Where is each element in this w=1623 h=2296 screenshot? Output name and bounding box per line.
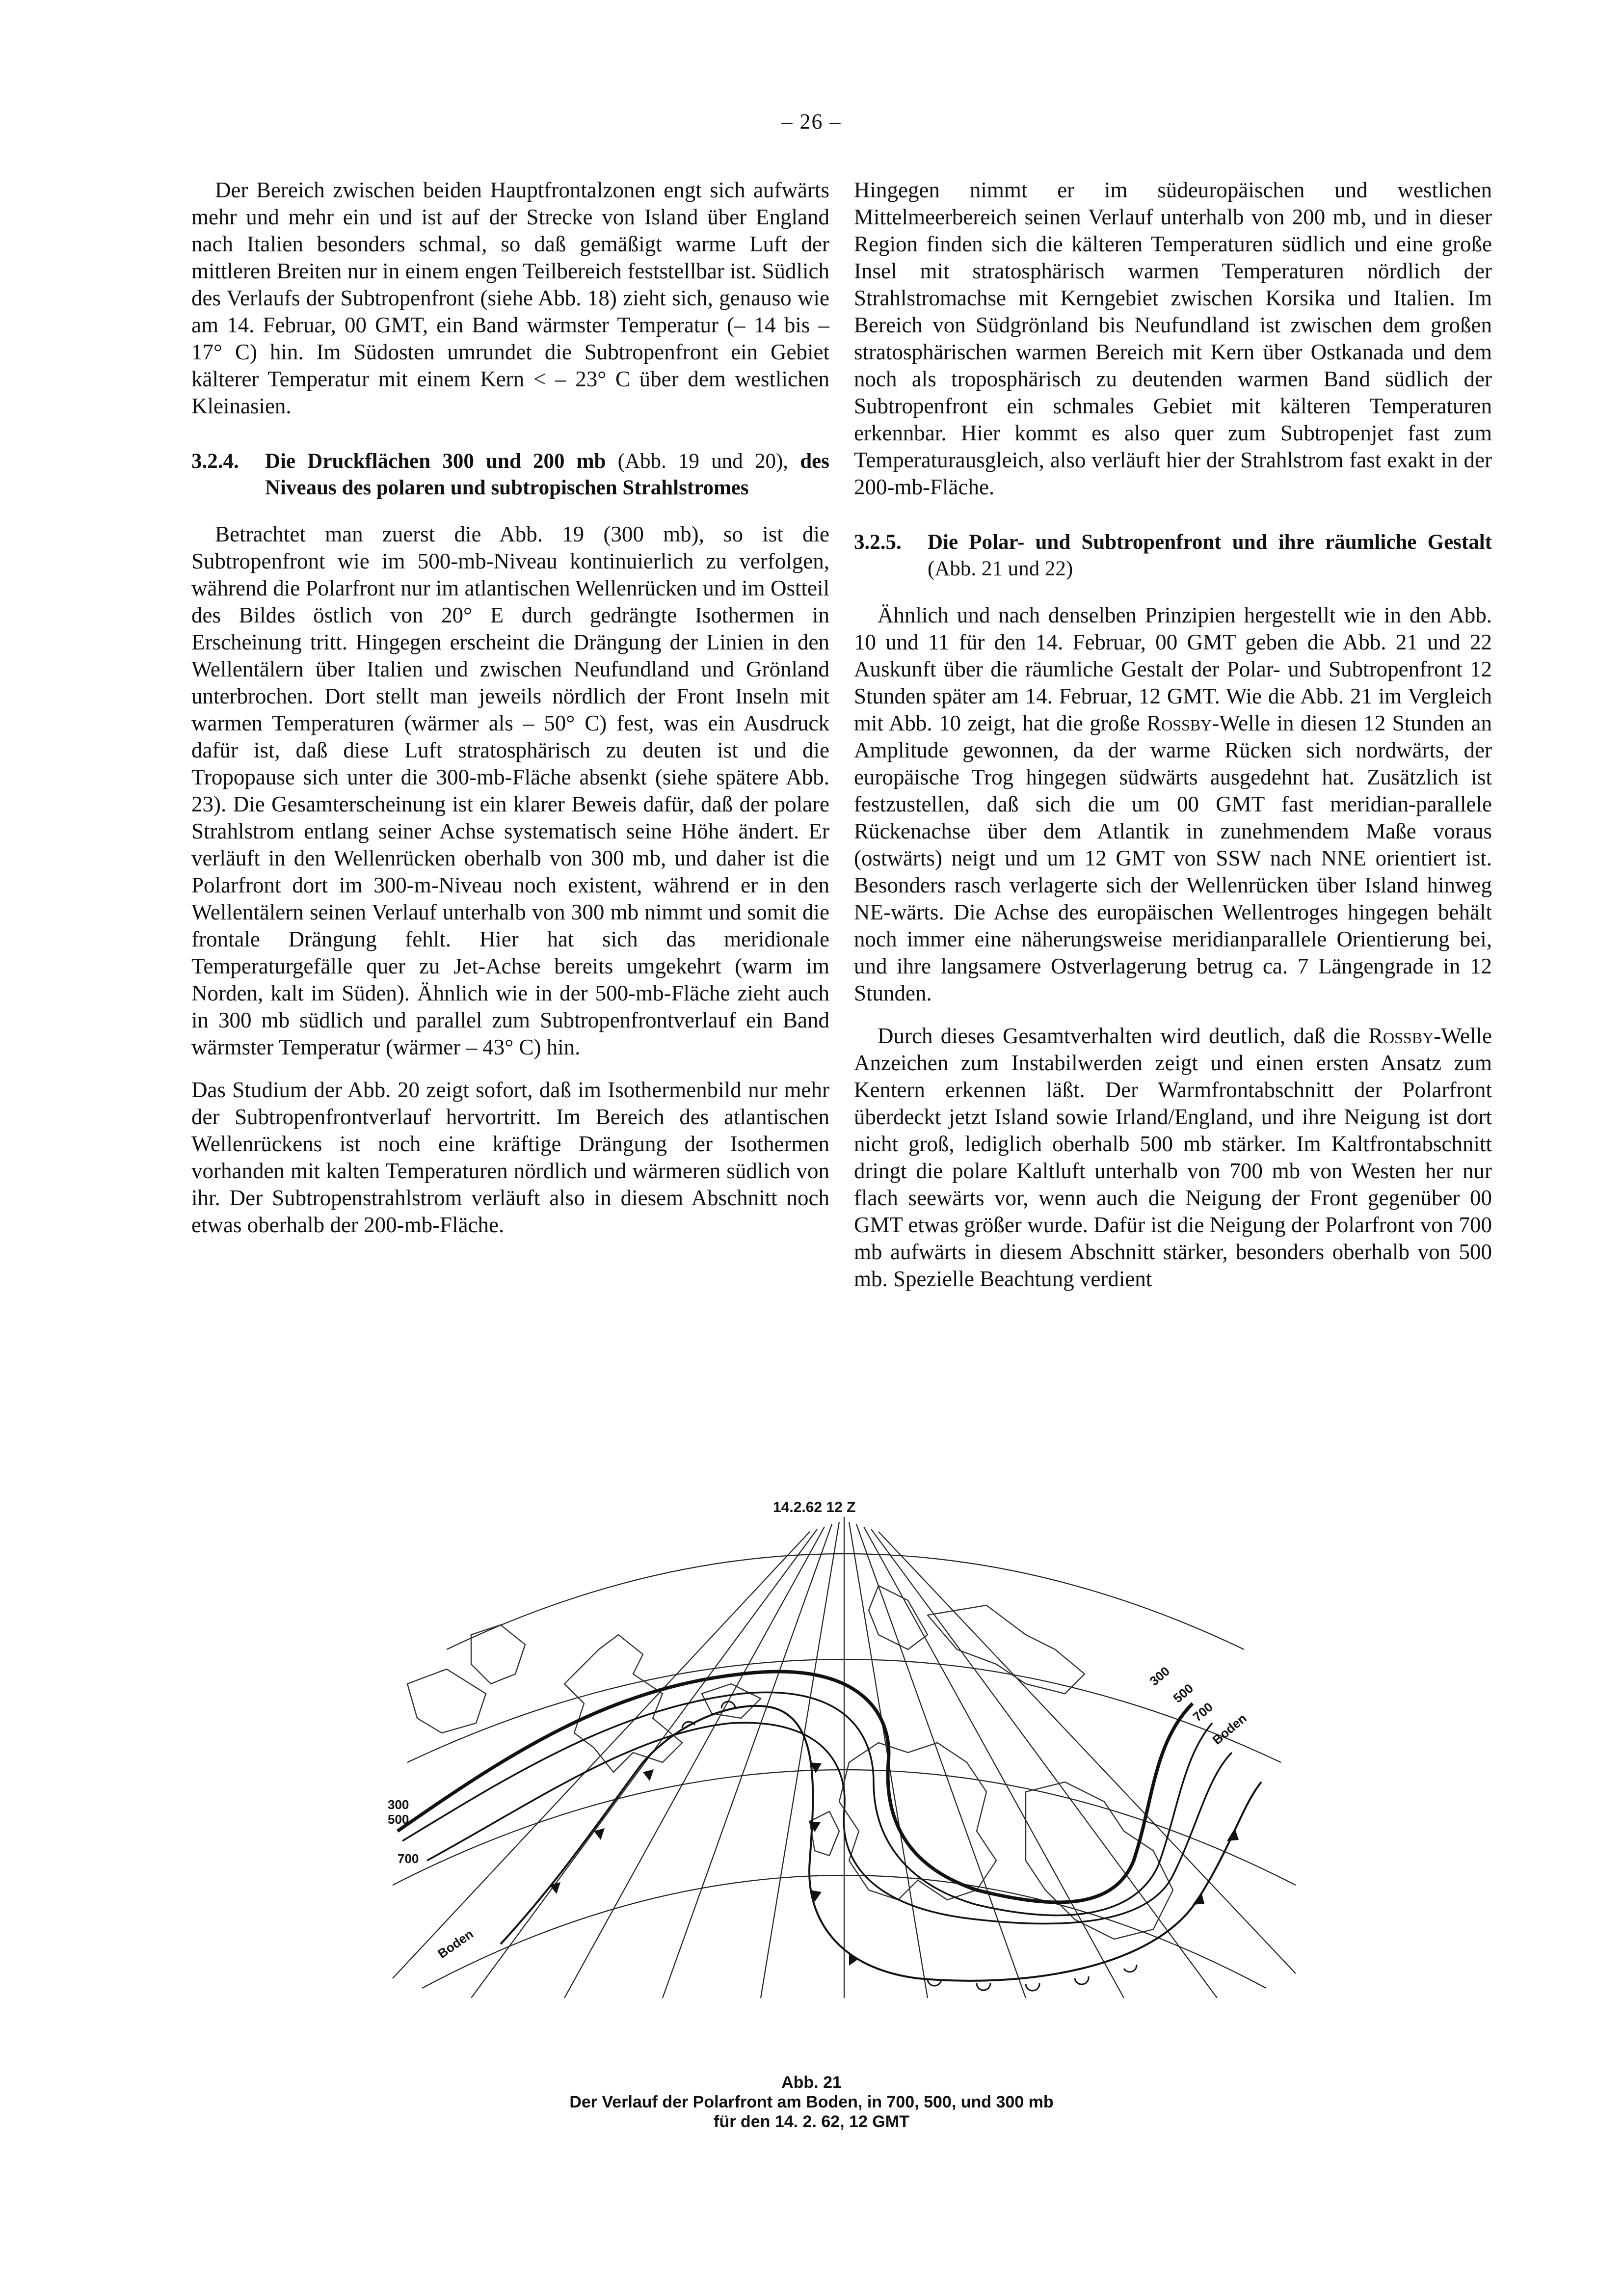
coastline-novaya-zemlya [928, 1605, 1085, 1694]
left-column [191, 177, 829, 1254]
paragraph-left-1: Der Bereich zwischen beiden Hauptfrontalzonen engt sich aufwärts mehr und mehr ein und ist auf der Strecke von Island über England nach Italien besonders schmal, so daß gemäßigt warme Luft der mittleren Breiten nur in einem engen Teilbereich feststellbar ist. Südlich des Verlaufs der Subtropenfront (siehe Abb. 18) zieht sich, genauso wie am 14. Februar, 00 GMT, ein Band wärmster Temperatur (– 14 bis – 17° C) hin. Im Südosten umrundet die Subtropenfront ein Gebiet kälterer Temperatur mit einem Kern < – 23° C über dem westlichen Kleinasien. [191, 178, 829, 418]
warm-front-semicircle [1026, 1983, 1039, 1991]
label-700-left: 700 [398, 1851, 419, 1866]
figure-title: 14.2.62 12 Z [773, 1499, 856, 1515]
paragraph-right-1: Hingegen nimmt er im südeuropäischen und westlichen Mittelmeerbereich seinen Verlauf unterhalb von 200 mb, und in dieser Region finden sich die kälteren Temperaturen südlich und eine große Insel mit stratosphärisch warmen Temperaturen nördlich der Strahlstromachse mit Kerngebiet zwischen Korsika und Italien. Im Bereich von Südgrönland bis Neufundland ist zwischen dem großen stratosphärischen warmen Bereich mit Kern über Ostkanada und dem noch als troposphärisch zu deutenden warmen Band südlich der Subtropenfront ein schmales Gebiet mit kälteren Temperaturen erkennbar. Hier kommt es also quer zum Subtropenjet fast zum Temperaturausgleich, also verläuft hier der Strahlstrom fast exakt in der 200-mb-Fläche. [854, 178, 1492, 499]
cold-front-triangle [643, 1769, 654, 1781]
section-figure-ref: (Abb. 21 und 22) [928, 557, 1073, 580]
cold-front-triangle [1227, 1828, 1239, 1841]
right-column [854, 177, 1492, 1308]
label-500-right: 500 [1170, 1680, 1197, 1706]
grid-meridian [393, 1532, 810, 1978]
figure-caption [0, 2073, 1623, 2132]
coastlines [407, 1586, 1173, 1939]
coastline-iceland [702, 1684, 761, 1718]
label-300-right: 300 [1146, 1663, 1173, 1689]
author-name: Rossby [1368, 1024, 1434, 1048]
paragraph-right-2 [854, 602, 1492, 1007]
coastline-canada [407, 1669, 486, 1733]
front-surface [501, 1706, 1261, 1981]
paragraph-left-3: Das Studium der Abb. 20 zeigt sofort, daß im Isothermenbild nur mehr der Subtropenfrontverlauf hervortritt. Im Bereich des atlantischen Wellenrückens ist noch eine kräftige Drängung der Isothermen vorhanden mit kalten Temperaturen nördlich und wärmeren südlich von ihr. Der Subtropenstrahlstrom verläuft also in diesem Abschnitt noch etwas oberhalb der 200-mb-Fläche. [191, 1078, 829, 1237]
grid-meridian [871, 1529, 1217, 1998]
text-run: -Welle Anzeichen zum Instabilwerden zeigt und einen ersten Ansatz zum Kentern erkennen läßt. Der Warmfrontabschnitt der Polarfront überdeckt jetzt Island sowie Irland/England, und ihre Neigung ist dort nicht groß, lediglich oberhalb 500 mb stärker. Im Kaltfrontabschnitt dringt die polare Kaltluft unterhalb von 700 mb von Westen her nur flach seewärts vor, wenn auch die Neigung der Front gegenüber 00 GMT etwas größer wurde. Dafür ist die Neigung der Polarfront von 700 mb aufwärts in diesem Abschnitt stärker, besonders oberhalb von 500 mb. Spezielle Beachtung verdient [854, 1024, 1492, 1291]
text-run: Ähnlich und nach denselben Prinzipien hergestellt wie in den Abb. 10 und 11 für den 14. Februar, 00 GMT geben die Abb. 21 und 22 Auskunft über die räumliche Gestalt der Polar- und Subtropenfront 12 Stunden später am 14. Februar, 12 GMT. Wie die Abb. 21 im Vergleich mit Abb. 10 zeigt, hat die große [854, 603, 1492, 735]
label-boden-left: Boden [435, 1926, 476, 1961]
grid-latitude-line [447, 1554, 1244, 1649]
grid-meridian [663, 1524, 832, 1998]
section-number: 3.2.4. [191, 450, 239, 473]
label-500-left: 500 [388, 1812, 409, 1827]
grid-meridian [761, 1522, 839, 1998]
section-heading-3-2-4 [191, 448, 829, 501]
grid-meridian [878, 1532, 1296, 1973]
page-number: – 26 – [781, 109, 842, 134]
warm-front-semicircle [1124, 1965, 1137, 1972]
label-boden-right: Boden [1209, 1710, 1250, 1748]
section-figure-ref: (Abb. 19 und 20), [606, 450, 800, 473]
caption-text-line-1: Der Verlauf der Polarfront am Boden, in 700, 500, und 300 mb [569, 2093, 1054, 2111]
section-title: Die Druckflächen 300 und 200 mb [265, 450, 606, 473]
paragraph-right-3 [854, 1023, 1492, 1293]
grid-meridian [856, 1524, 1026, 1998]
coastline-britain [810, 1811, 839, 1856]
warm-front-semicircle [721, 1702, 735, 1708]
text-run: Durch dieses Gesamtverhalten wird deutlich, daß die [878, 1024, 1369, 1048]
caption-text-line-2: für den 14. 2. 62, 12 GMT [714, 2112, 909, 2131]
text-run: -Welle in diesen 12 Stunden an Amplitude gewonnen, da der warme Rücken sich nordwärts, der europäische Trog hingegen südwärts ausgedehnt hat. Zusätzlich ist festzustellen, daß sich die um 00 GMT fast meridian-parallele Rückenachse über dem Atlantik in zunehmendem Maße voraus (ostwärts) neigt und um 12 GMT von SSW nach NNE orientiert ist. Besonders rasch verlagerte sich der Wellenrücken über Island hinweg NE-wärts. Die Achse des europäischen Wellentroges hingegen behält noch immer eine näherungsweise meridianparallele Orientierung bei, und ihre langsamere Ostverlagerung betrug ca. 7 Längengrade in 12 Stunden. [854, 711, 1492, 1005]
figure-map [388, 1487, 1301, 1998]
cold-front-triangle [1193, 1892, 1204, 1905]
label-300-left: 300 [388, 1797, 409, 1812]
section-heading-3-2-5 [854, 529, 1492, 582]
caption-figure-number: Abb. 21 [781, 2073, 842, 2092]
warm-front-semicircle [977, 1983, 990, 1990]
section-number: 3.2.5. [854, 531, 902, 554]
coastline-arctic-islands [471, 1625, 525, 1684]
cold-front-triangle [849, 1954, 859, 1966]
warm-front-semicircle [1075, 1976, 1089, 1984]
section-title: Die Polar- und Subtropenfront und ihre räumliche Gestalt [928, 531, 1492, 554]
author-name: Rossby [1146, 711, 1212, 735]
polar-front-map [388, 1487, 1301, 1998]
section-title-cont: des Niveaus des polaren und subtropischen Strahlstromes [265, 450, 829, 499]
paragraph-left-2: Betrachtet man zuerst die Abb. 19 (300 mb), so ist die Subtropenfront wie im 500-mb-Niveau kontinuierlich zu verfolgen, während die Polarfront nur im atlantischen Wellenrücken und im Ostteil des Bildes östlich von 20° E durch gedrängte Isothermen in Erscheinung tritt. Hingegen erscheint die Drängung der Linien in den Wellentälern über Italien und zwischen Neufundland und Grönland unterbrochen. Dort stellt man jeweils nördlich der Front Inseln mit warmen Temperaturen (wärmer als – 50° C) fest, was ein Ausdruck dafür ist, daß diese Luft stratosphärisch zu deuten ist und die Tropopause sich unter die 300-mb-Fläche absenkt (siehe spätere Abb. 23). Die Gesamterscheinung ist ein klarer Beweis dafür, daß der polare Strahlstrom entlang seiner Achse systematisch seine Höhe ändert. Er verläuft in den Wellenrücken oberhalb von 300 mb, und daher ist die Polarfront dort im 300-m-Niveau noch existent, während er in den Wellentälern seinen Verlauf unterhalb von 300 mb nimmt und somit die frontale Drängung fehlt. Hier hat sich das meridionale Temperaturgefälle quer zu Jet-Achse bereits umgekehrt (warm im Norden, kalt im Süden). Ähnlich wie in der 500-mb-Fläche zieht auch in 300 mb südlich und parallel zum Subtropenfrontverlauf ein Band wärmster Temperatur (wärmer – 43° C) hin. [191, 522, 829, 1059]
grid-meridian [471, 1529, 817, 1998]
label-700-right: 700 [1190, 1699, 1216, 1725]
